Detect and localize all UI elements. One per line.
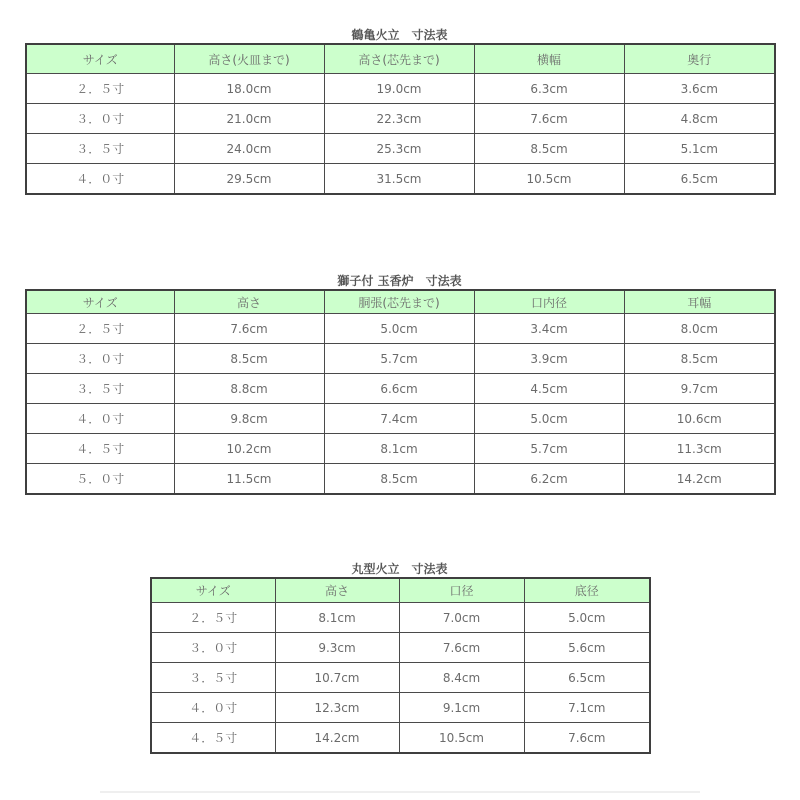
- table-cell: ３．０寸: [26, 344, 174, 374]
- table-header-row: [151, 578, 650, 603]
- table-cell: 18.0cm: [174, 74, 324, 104]
- table-cell: 24.0cm: [174, 134, 324, 164]
- table-cell: 8.4cm: [399, 663, 524, 693]
- table-row: [26, 464, 775, 495]
- table-cell: 7.6cm: [399, 633, 524, 663]
- table-cell: 9.8cm: [174, 404, 324, 434]
- table-caption: 丸型火立 寸法表: [351, 562, 448, 576]
- table-cell: 10.6cm: [624, 404, 775, 434]
- size-table: [25, 289, 776, 495]
- column-header: 高さ(火皿まで): [174, 44, 324, 74]
- table-row: [151, 633, 650, 663]
- table-cell: 7.6cm: [474, 104, 624, 134]
- table-cell: ４．５寸: [26, 434, 174, 464]
- table-cell: ３．５寸: [26, 374, 174, 404]
- table-cell: 19.0cm: [324, 74, 474, 104]
- table-cell: 6.3cm: [474, 74, 624, 104]
- table-cell: ３．５寸: [151, 663, 275, 693]
- size-table: [150, 577, 651, 754]
- table-caption: 鶴亀火立 寸法表: [351, 28, 448, 42]
- table-cell: ４．０寸: [151, 693, 275, 723]
- table-cell: ２．５寸: [151, 603, 275, 633]
- table-cell: 29.5cm: [174, 164, 324, 195]
- table-cell: 8.1cm: [275, 603, 399, 633]
- table-cell: 3.4cm: [474, 314, 624, 344]
- table-row: [151, 663, 650, 693]
- table-cell: 9.3cm: [275, 633, 399, 663]
- table-cell: 11.5cm: [174, 464, 324, 495]
- table-row: [26, 74, 775, 104]
- table-cell: ２．５寸: [26, 74, 174, 104]
- size-table-section-1: [25, 27, 774, 195]
- table-cell: ３．５寸: [26, 134, 174, 164]
- table-cell: 6.5cm: [524, 663, 650, 693]
- table-cell: 7.6cm: [524, 723, 650, 754]
- table-cell: 9.1cm: [399, 693, 524, 723]
- table-cell: ５．０寸: [26, 464, 174, 495]
- table-row: [26, 344, 775, 374]
- table-caption: 獅子付 玉香炉 寸法表: [337, 274, 462, 288]
- column-header: 耳幅: [624, 290, 775, 314]
- table-cell: 8.5cm: [174, 344, 324, 374]
- table-row: [26, 164, 775, 195]
- table-row: [26, 374, 775, 404]
- table-cell: 10.5cm: [399, 723, 524, 754]
- table-cell: 8.0cm: [624, 314, 775, 344]
- column-header: 高さ(芯先まで): [324, 44, 474, 74]
- column-header: 横幅: [474, 44, 624, 74]
- table-cell: ３．０寸: [151, 633, 275, 663]
- size-table: [25, 43, 776, 195]
- table-cell: 5.1cm: [624, 134, 775, 164]
- table-cell: ４．０寸: [26, 164, 174, 195]
- table-header-row: [26, 290, 775, 314]
- size-table-section-3: [150, 561, 649, 754]
- table-cell: 14.2cm: [624, 464, 775, 495]
- table-cell: 5.7cm: [324, 344, 474, 374]
- column-header: サイズ: [26, 44, 174, 74]
- table-cell: 10.5cm: [474, 164, 624, 195]
- table-cell: 14.2cm: [275, 723, 399, 754]
- table-row: [26, 134, 775, 164]
- column-header: サイズ: [151, 578, 275, 603]
- table-cell: 3.9cm: [474, 344, 624, 374]
- table-cell: 4.8cm: [624, 104, 775, 134]
- table-row: [26, 434, 775, 464]
- table-cell: 22.3cm: [324, 104, 474, 134]
- table-cell: 7.6cm: [174, 314, 324, 344]
- table-cell: 21.0cm: [174, 104, 324, 134]
- table-row: [151, 723, 650, 754]
- table-header-row: [26, 44, 775, 74]
- table-row: [26, 314, 775, 344]
- column-header: 底径: [524, 578, 650, 603]
- table-cell: 8.5cm: [324, 464, 474, 495]
- table-cell: ３．０寸: [26, 104, 174, 134]
- table-cell: 5.0cm: [324, 314, 474, 344]
- table-cell: 8.5cm: [474, 134, 624, 164]
- table-cell: 8.1cm: [324, 434, 474, 464]
- table-row: [26, 104, 775, 134]
- table-row: [151, 603, 650, 633]
- table-cell: 9.7cm: [624, 374, 775, 404]
- table-cell: 7.1cm: [524, 693, 650, 723]
- table-cell: 8.5cm: [624, 344, 775, 374]
- table-cell: 6.6cm: [324, 374, 474, 404]
- table-cell: 5.0cm: [474, 404, 624, 434]
- table-cell: ２．５寸: [26, 314, 174, 344]
- column-header: 胴張(芯先まで): [324, 290, 474, 314]
- table-cell: 3.6cm: [624, 74, 775, 104]
- table-cell: 31.5cm: [324, 164, 474, 195]
- table-cell: 7.4cm: [324, 404, 474, 434]
- table-cell: 8.8cm: [174, 374, 324, 404]
- divider: [100, 791, 700, 793]
- table-cell: ４．０寸: [26, 404, 174, 434]
- table-cell: 10.7cm: [275, 663, 399, 693]
- column-header: 口径: [399, 578, 524, 603]
- table-cell: 12.3cm: [275, 693, 399, 723]
- table-cell: 25.3cm: [324, 134, 474, 164]
- column-header: 口内径: [474, 290, 624, 314]
- table-cell: 5.0cm: [524, 603, 650, 633]
- table-row: [151, 693, 650, 723]
- table-row: [26, 404, 775, 434]
- column-header: 高さ: [174, 290, 324, 314]
- column-header: サイズ: [26, 290, 174, 314]
- table-cell: 6.5cm: [624, 164, 775, 195]
- table-cell: 5.6cm: [524, 633, 650, 663]
- table-cell: 10.2cm: [174, 434, 324, 464]
- table-cell: 4.5cm: [474, 374, 624, 404]
- table-cell: 11.3cm: [624, 434, 775, 464]
- table-cell: 6.2cm: [474, 464, 624, 495]
- column-header: 高さ: [275, 578, 399, 603]
- column-header: 奥行: [624, 44, 775, 74]
- size-table-section-2: [25, 273, 774, 495]
- table-cell: 5.7cm: [474, 434, 624, 464]
- table-cell: 7.0cm: [399, 603, 524, 633]
- table-cell: ４．５寸: [151, 723, 275, 754]
